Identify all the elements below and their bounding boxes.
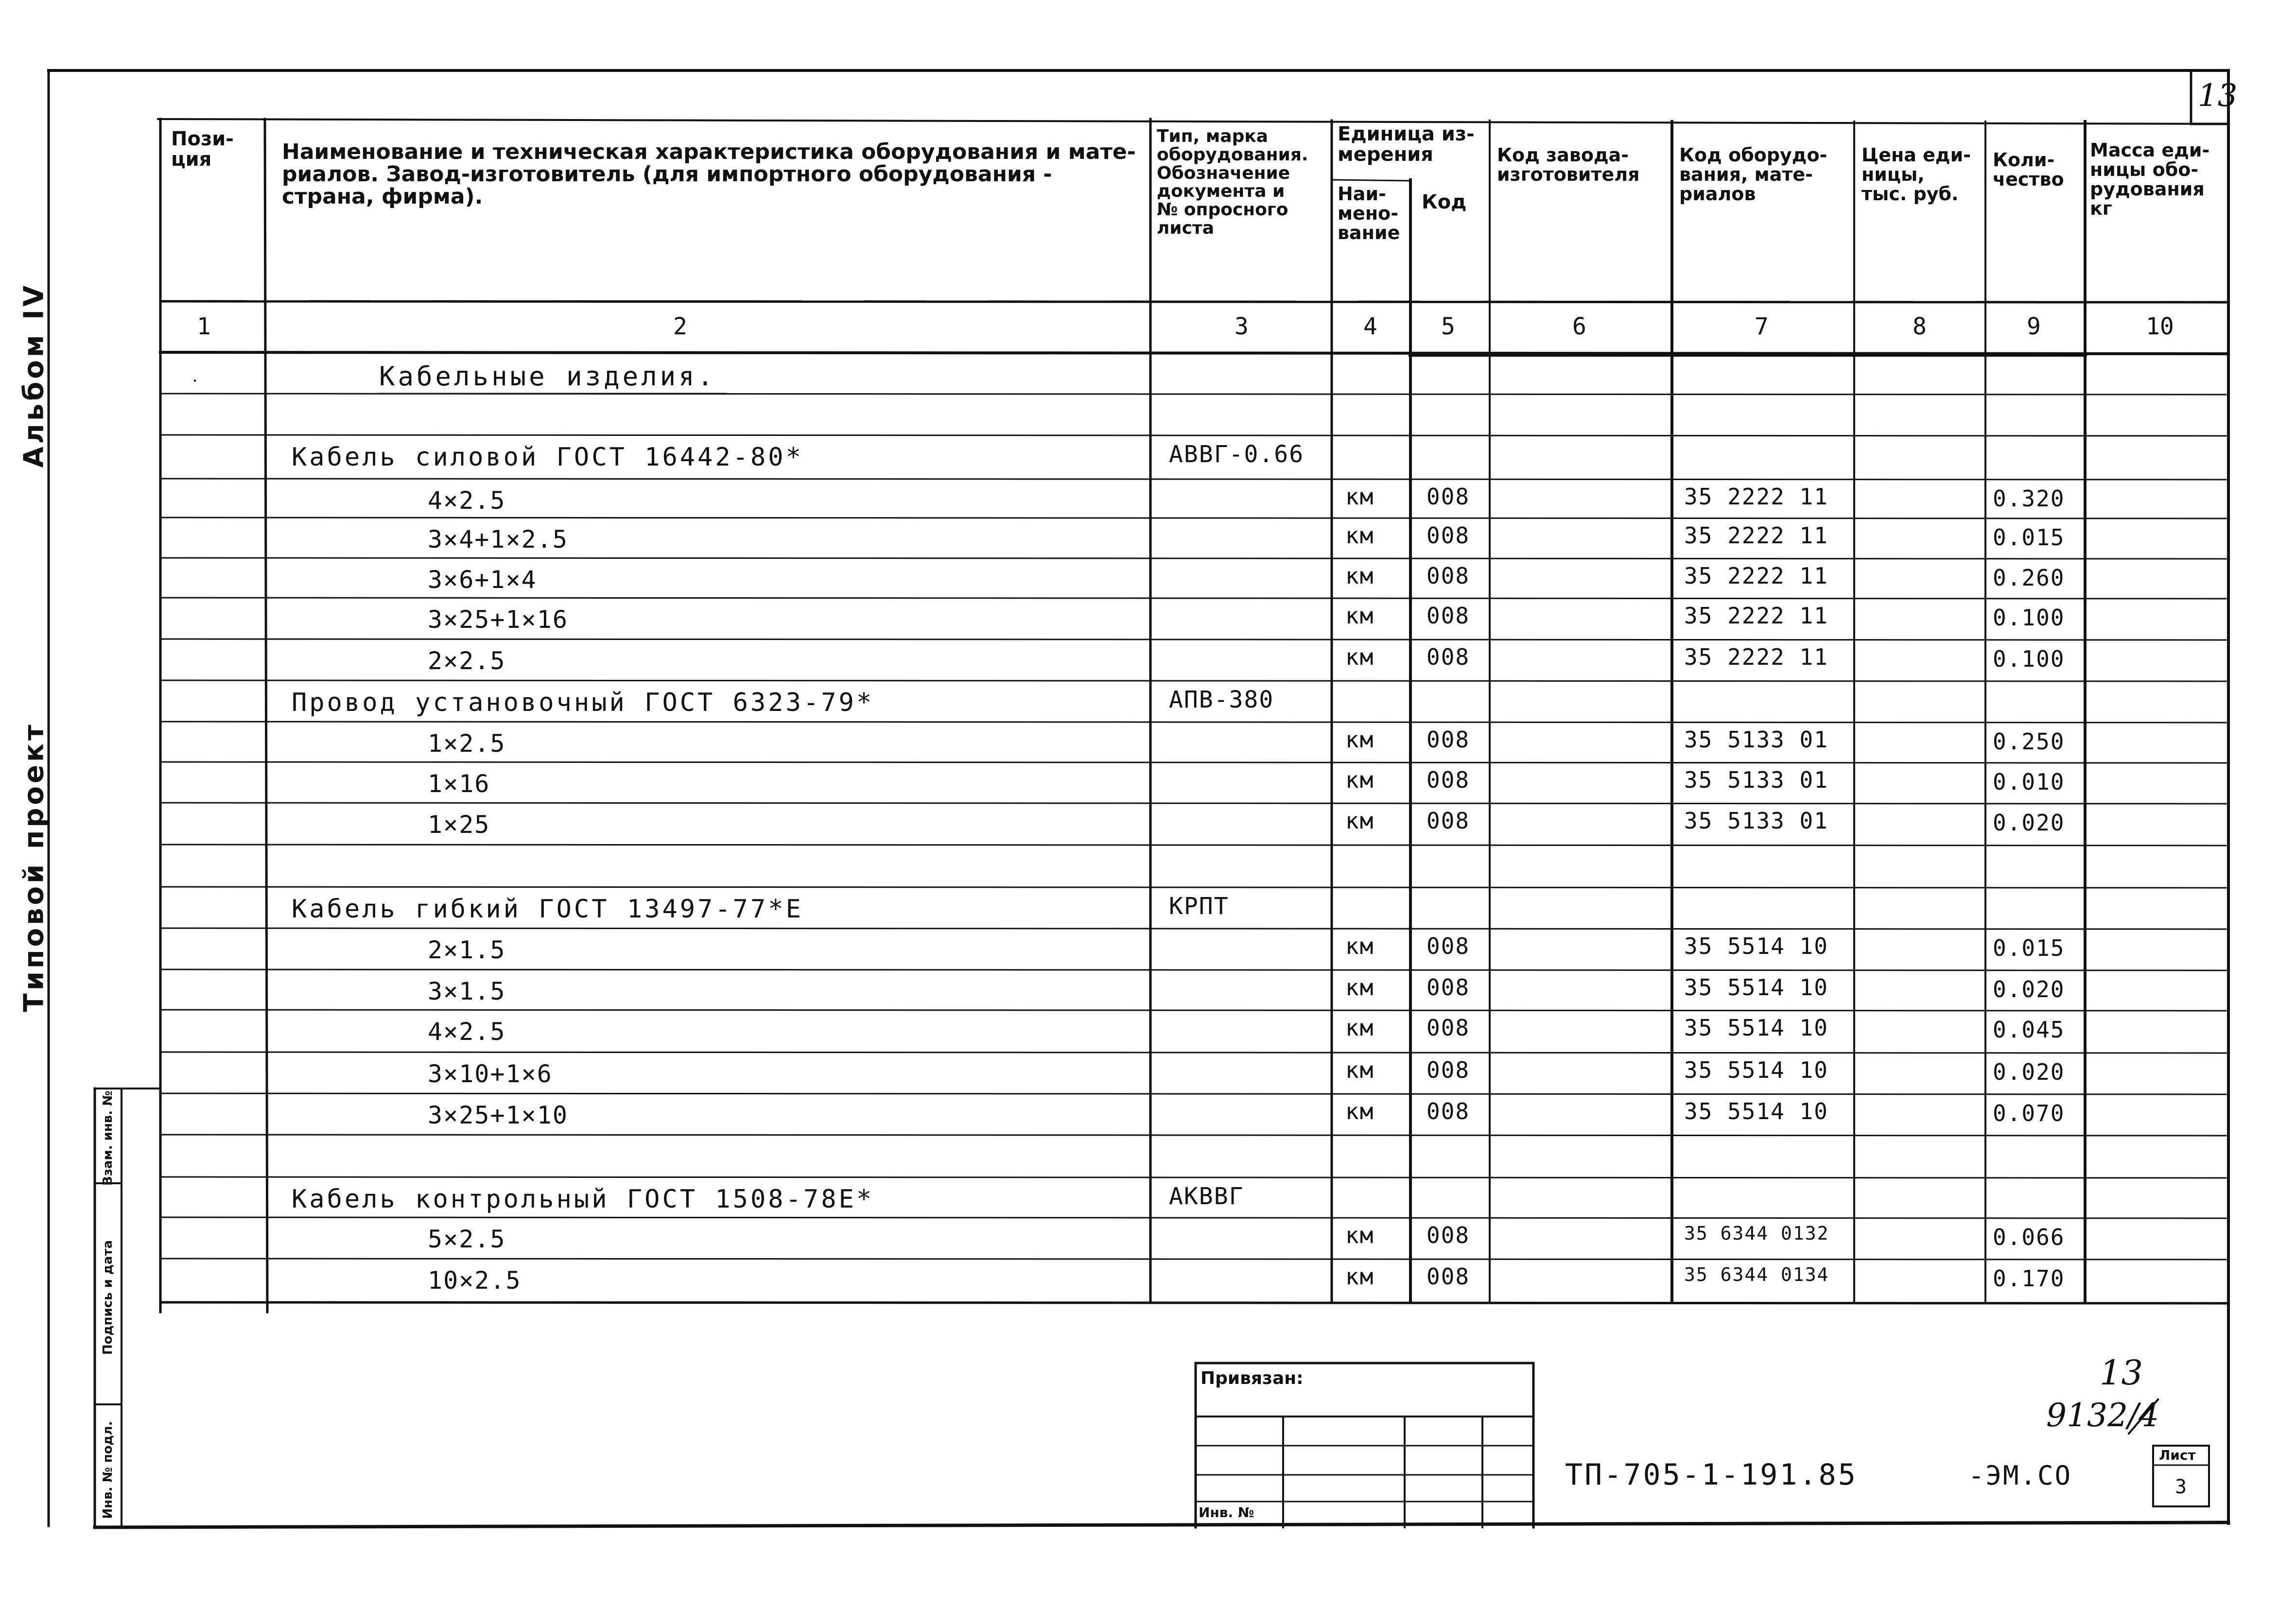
item-unit: км: [1345, 767, 1374, 793]
item-unit-code: 008: [1426, 974, 1470, 1001]
album-label: Альбом IV: [18, 282, 50, 468]
item-quantity: 0.250: [1993, 728, 2065, 755]
column-number-1: 1: [197, 313, 211, 340]
item-unit: км: [1345, 808, 1374, 834]
column-header-10: Масса еди- ницы обо- рудования кг: [2090, 139, 2210, 219]
item-name: 3×6+1×4: [428, 566, 537, 594]
item-material-code: 35 2222 11: [1684, 484, 1828, 510]
item-unit-code: 008: [1426, 644, 1470, 670]
item-quantity: 0.066: [1993, 1224, 2065, 1250]
item-name: Провод установочный ГОСТ 6323-79*: [292, 688, 874, 717]
item-type: КРПТ: [1169, 893, 1229, 920]
item-unit-code: 008: [1426, 484, 1470, 510]
section-title: Кабельные изделия.: [379, 361, 716, 392]
item-material-code: 35 5133 01: [1684, 767, 1828, 793]
item-material-code: 35 5514 10: [1684, 974, 1828, 1001]
handwritten-number: 13: [2100, 1353, 2143, 1393]
item-material-code: 35 2222 11: [1684, 563, 1828, 589]
item-quantity: 0.010: [1993, 769, 2065, 795]
item-material-code: 35 6344 0132: [1684, 1223, 1829, 1244]
item-quantity: 0.045: [1993, 1017, 2065, 1043]
item-quantity: 0.015: [1993, 935, 2065, 961]
item-name: 2×1.5: [428, 936, 506, 964]
column-header-7: Код оборудо- вания, мате- риалов: [1679, 144, 1827, 205]
item-type: АПВ-380: [1169, 686, 1274, 713]
item-material-code: 35 5514 10: [1684, 1098, 1828, 1124]
item-unit-code: 008: [1426, 522, 1470, 549]
item-unit: км: [1345, 563, 1374, 589]
item-quantity: 0.020: [1993, 810, 2065, 836]
item-quantity: 0.100: [1993, 605, 2065, 631]
item-name: 10×2.5: [428, 1266, 522, 1295]
item-unit: км: [1345, 603, 1374, 629]
item-unit: км: [1345, 933, 1374, 959]
column-header-9: Коли- чество: [1993, 149, 2064, 190]
item-type: АВВГ-0.66: [1169, 441, 1305, 468]
item-name: Кабель контрольный ГОСТ 1508-78Е*: [292, 1185, 874, 1214]
item-unit: км: [1345, 1222, 1374, 1248]
item-quantity: 0.015: [1993, 524, 2065, 551]
sheet-label: Лист: [2159, 1447, 2196, 1463]
item-unit-code: 008: [1426, 808, 1470, 834]
item-quantity: 0.320: [1993, 485, 2065, 512]
item-material-code: 35 5514 10: [1684, 1057, 1828, 1083]
item-name: 4×2.5: [428, 1018, 506, 1046]
document-suffix: -ЭМ.СО: [1968, 1460, 2072, 1491]
item-quantity: 0.020: [1993, 1059, 2065, 1085]
column-number-5: 5: [1441, 313, 1455, 340]
column-number-8: 8: [1913, 313, 1927, 340]
item-quantity: 0.100: [1993, 646, 2065, 672]
privyazan-label: Привязан:: [1200, 1368, 1304, 1388]
item-quantity: 0.070: [1993, 1100, 2065, 1126]
item-name: 5×2.5: [428, 1225, 506, 1253]
column-number-10: 10: [2146, 313, 2174, 340]
item-quantity: 0.020: [1993, 976, 2065, 1002]
column-header-3: Тип, марка оборудования. Обозначение документа и № опросного листа: [1157, 126, 1308, 238]
column-header-6: Код завода- изготовителя: [1497, 144, 1640, 185]
item-unit-code: 008: [1426, 1098, 1470, 1124]
stamp-field-replace: Взам. инв. №: [101, 1090, 115, 1186]
handwritten-code: 9132/4: [2046, 1397, 2159, 1434]
item-name: 3×4+1×2.5: [428, 525, 568, 553]
item-material-code: 35 6344 0134: [1684, 1264, 1829, 1285]
item-name: Кабель силовой ГОСТ 16442-80*: [292, 443, 803, 472]
item-unit-code: 008: [1426, 933, 1470, 959]
item-unit: км: [1345, 484, 1374, 510]
item-unit-code: 008: [1426, 767, 1470, 793]
item-unit: км: [1345, 1098, 1374, 1124]
item-unit-code: 008: [1426, 726, 1470, 753]
column-header-4: Наи- мено- вание: [1338, 183, 1400, 243]
column-header-8: Цена еди- ницы, тыс. руб.: [1861, 144, 1971, 205]
project-label: Типовой проект: [18, 722, 50, 1012]
item-unit: км: [1345, 1263, 1374, 1290]
column-number-7: 7: [1755, 313, 1769, 340]
item-name: 3×10+1×6: [428, 1060, 553, 1088]
sheet-number: 3: [2175, 1476, 2187, 1498]
item-name: 3×25+1×10: [428, 1101, 568, 1129]
column-number-2: 2: [673, 313, 687, 340]
document-code: ТП-705-1-191.85: [1565, 1458, 1858, 1492]
item-name: 4×2.5: [428, 486, 506, 515]
item-name: 1×25: [428, 811, 490, 839]
item-unit: км: [1345, 1057, 1374, 1083]
item-unit-code: 008: [1426, 1222, 1470, 1248]
item-quantity: 0.260: [1993, 565, 2065, 591]
item-name: 2×2.5: [428, 647, 506, 675]
item-unit: км: [1345, 974, 1374, 1001]
page-number: 13: [2198, 78, 2238, 114]
item-name: Кабель гибкий ГОСТ 13497-77*Е: [292, 895, 803, 924]
item-material-code: 35 2222 11: [1684, 644, 1828, 670]
item-name: 3×1.5: [428, 977, 506, 1005]
column-number-6: 6: [1572, 313, 1586, 340]
row-marker: ·: [191, 373, 200, 390]
item-material-code: 35 5514 10: [1684, 1015, 1828, 1041]
item-name: 1×2.5: [428, 729, 506, 758]
stamp-field-inv: Инв. № подл.: [101, 1421, 115, 1519]
stamp-field-sign: Подпись и дата: [101, 1240, 115, 1355]
item-material-code: 35 5133 01: [1684, 726, 1828, 753]
column-number-9: 9: [2027, 313, 2041, 340]
item-name: 1×16: [428, 770, 490, 798]
column-header-1: Пози- ция: [171, 128, 234, 171]
item-material-code: 35 2222 11: [1684, 603, 1828, 629]
item-unit: км: [1345, 522, 1374, 549]
item-unit: км: [1345, 1015, 1374, 1041]
item-material-code: 35 5514 10: [1684, 933, 1828, 959]
item-type: АКВВГ: [1169, 1183, 1244, 1210]
item-unit: км: [1345, 726, 1374, 753]
column-header-2: Наименование и техническая характеристика оборудования и мате- риалов. Завод-изготовитель (для импортного оборудования - страна, фирма).: [282, 139, 1136, 209]
inv-no-label: Инв. №: [1199, 1504, 1254, 1521]
item-quantity: 0.170: [1993, 1265, 2065, 1292]
item-unit-code: 008: [1426, 563, 1470, 589]
item-unit-code: 008: [1426, 603, 1470, 629]
item-material-code: 35 5133 01: [1684, 808, 1828, 834]
item-unit: км: [1345, 644, 1374, 670]
item-unit-code: 008: [1426, 1263, 1470, 1290]
column-number-3: 3: [1235, 313, 1249, 340]
column-header-5: Код: [1422, 191, 1467, 213]
item-name: 3×25+1×16: [428, 605, 568, 634]
unit-group-header: Единица из- мерения: [1338, 123, 1475, 166]
item-unit-code: 008: [1426, 1057, 1470, 1083]
item-unit-code: 008: [1426, 1015, 1470, 1041]
column-number-4: 4: [1363, 313, 1377, 340]
item-material-code: 35 2222 11: [1684, 522, 1828, 549]
